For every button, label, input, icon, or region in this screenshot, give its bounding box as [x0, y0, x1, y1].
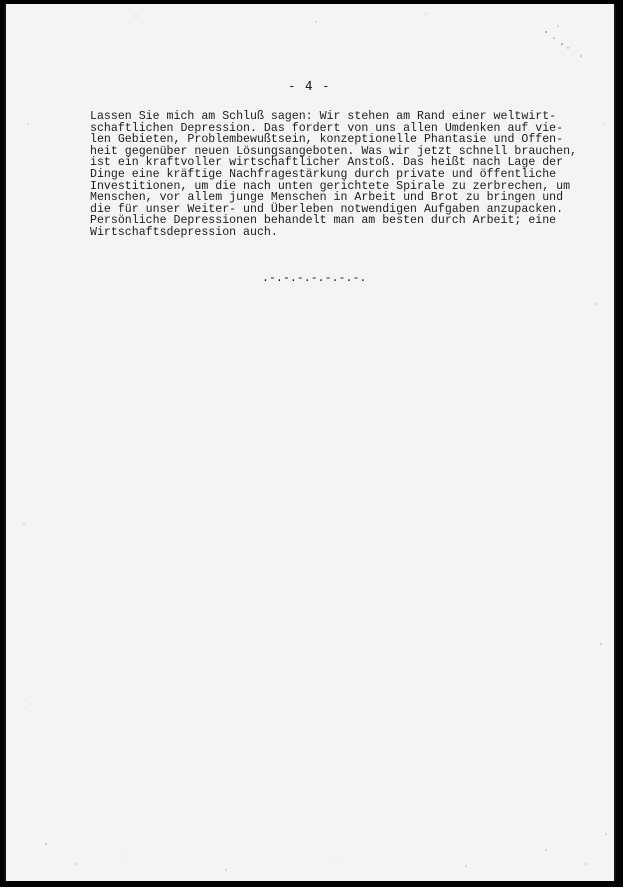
text-line: len Gebieten, Problembewußtsein, konzeptionelle Phantasie und Offen-	[90, 133, 564, 147]
text-line: Persönliche Depressionen behandelt man am besten durch Arbeit; eine	[90, 214, 557, 228]
section-separator: .-.-.-.-.-.-.-.	[262, 272, 367, 285]
page-number: - 4 -	[288, 78, 331, 93]
text-line: Wirtschaftsdepression auch.	[90, 225, 278, 239]
text-line: schaftlichen Depression. Das fordert von uns allen Umdenken auf vie-	[90, 121, 564, 135]
text-line: die für unser Weiter- und Überleben notwendigen Aufgaben anzupacken.	[90, 202, 564, 216]
text-line: Investitionen, um die nach unten gerichtete Spirale zu zerbrechen, um	[90, 179, 571, 193]
text-line: Menschen, vor allem junge Menschen in Arbeit und Brot zu bringen und	[90, 191, 564, 205]
body-paragraph	[90, 111, 590, 239]
text-line: Dinge eine kräftige Nachfragestärkung durch private und öffentliche	[90, 167, 557, 181]
text-line: heit gegenüber neuen Lösungsangeboten. Was wir jetzt schnell brauchen,	[90, 144, 578, 158]
text-line: ist ein kraftvoller wirtschaftlicher Anstoß. Das heißt nach Lage der	[90, 156, 564, 170]
document-page	[4, 4, 616, 881]
text-line: Lassen Sie mich am Schluß sagen: Wir stehen am Rand einer weltwirt-	[90, 110, 557, 123]
